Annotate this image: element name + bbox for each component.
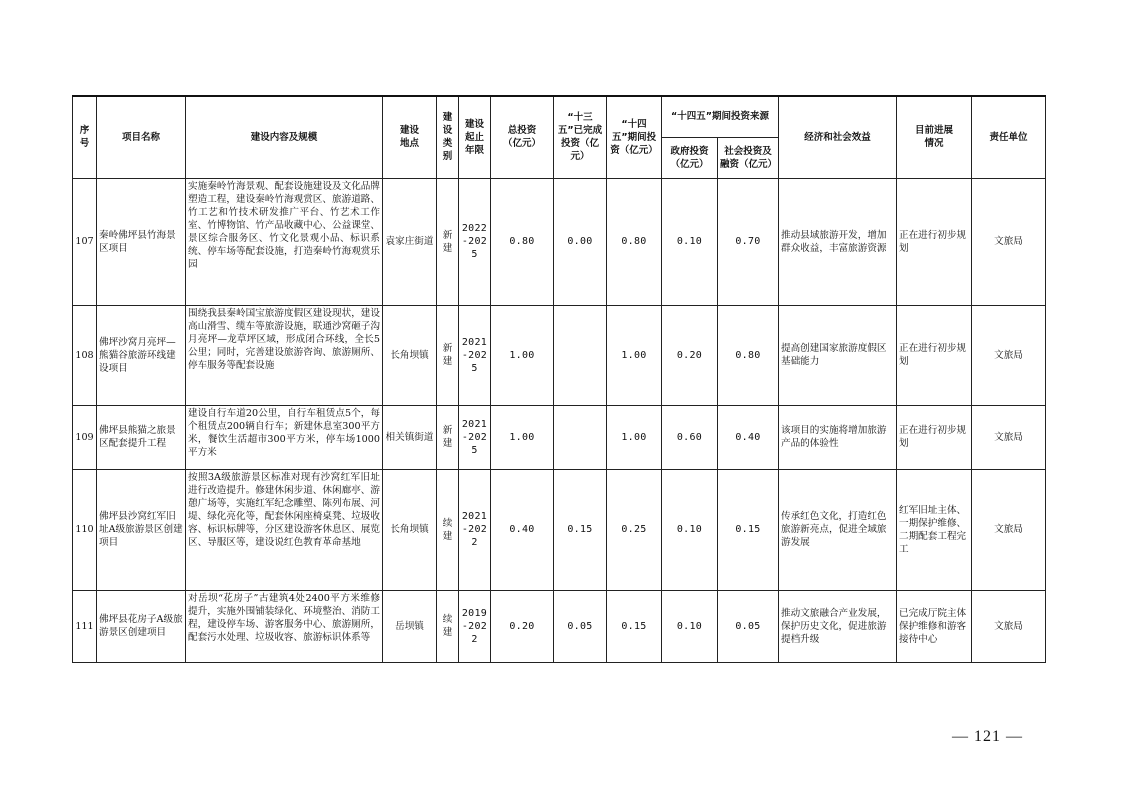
row-name: 佛坪县花房子A级旅游景区创建项目 — [97, 590, 186, 662]
row-unit: 文旅局 — [972, 305, 1046, 405]
row-content: 建设自行车道20公里，自行车租赁点5个，每个租赁点200辆自行车；新建休息室300平方米，餐饮生活超市300平方米，停车场1000平方米 — [186, 405, 383, 469]
row-invest14: 1.00 — [607, 305, 662, 405]
row-period: 2019-2022 — [459, 590, 491, 662]
row-type: 新建 — [437, 178, 459, 305]
row-gov: 0.10 — [662, 469, 718, 590]
table-row — [73, 469, 1046, 590]
row-location: 长角坝镇 — [383, 469, 437, 590]
header-invest14: “十四五”期间投资（亿元） — [607, 96, 662, 178]
row-period: 2021-2025 — [459, 305, 491, 405]
table-row — [73, 405, 1046, 469]
row-invest14: 0.80 — [607, 178, 662, 305]
header-name: 项目名称 — [97, 96, 186, 178]
header-seq: 序号 — [73, 96, 97, 178]
header-unit: 责任单位 — [972, 96, 1046, 178]
page-number: — 121 — — [952, 728, 1023, 745]
header-social: 社会投资及融资（亿元） — [718, 137, 779, 178]
row-progress: 正在进行初步规划 — [897, 178, 972, 305]
row-gov: 0.10 — [662, 590, 718, 662]
row-unit: 文旅局 — [972, 590, 1046, 662]
row-period: 2022-2025 — [459, 178, 491, 305]
row-done13 — [554, 405, 607, 469]
row-unit: 文旅局 — [972, 405, 1046, 469]
row-social: 0.40 — [718, 405, 779, 469]
row-done13: 0.00 — [554, 178, 607, 305]
row-total: 1.00 — [491, 405, 554, 469]
row-progress: 已完成厅院主体保护维修和游客接待中心 — [897, 590, 972, 662]
row-seq: 107 — [73, 178, 97, 305]
row-seq: 108 — [73, 305, 97, 405]
row-done13: 0.05 — [554, 590, 607, 662]
row-gov: 0.20 — [662, 305, 718, 405]
row-progress: 红军旧址主体、一期保护维修、二期配套工程完工 — [897, 469, 972, 590]
row-social: 0.80 — [718, 305, 779, 405]
row-done13: 0.15 — [554, 469, 607, 590]
project-table — [72, 95, 1046, 663]
header-source14: “十四五”期间投资来源 — [662, 96, 779, 137]
header-total: 总投资（亿元） — [491, 96, 554, 178]
row-type: 续建 — [437, 590, 459, 662]
row-seq: 109 — [73, 405, 97, 469]
row-content: 按照3A级旅游景区标准对现有沙窝红军旧址进行改造提升。修建休闲步道、休闲廊亭、游憩广场等，实施红军纪念雕塑、陈列布展、河堤、绿化亮化等，配套休闲座椅桌凳、垃圾收容、标识标牌等，分区建设游客休息区、展览区、导服区等，建设说红色教育革命基地 — [186, 469, 383, 590]
row-type: 续建 — [437, 469, 459, 590]
row-social: 0.15 — [718, 469, 779, 590]
row-total: 1.00 — [491, 305, 554, 405]
row-done13 — [554, 305, 607, 405]
row-progress: 正在进行初步规划 — [897, 405, 972, 469]
row-progress: 正在进行初步规划 — [897, 305, 972, 405]
table-row — [73, 305, 1046, 405]
table-row — [73, 178, 1046, 305]
row-seq: 110 — [73, 469, 97, 590]
row-location: 岳坝镇 — [383, 590, 437, 662]
row-unit: 文旅局 — [972, 469, 1046, 590]
header-content: 建设内容及规模 — [186, 96, 383, 178]
row-content: 围绕我县秦岭国宝旅游度假区建设现状，建设高山滑雪、缆车等旅游设施，联通沙窝砸子沟月亮坪—龙草坪区域，形成闭合环线，全长5公里；同时，完善建设旅游咨询、旅游厕所、停车服务等配套设施 — [186, 305, 383, 405]
row-total: 0.80 — [491, 178, 554, 305]
row-location: 相关镇街道 — [383, 405, 437, 469]
row-name: 佛坪沙窝月亮坪—熊猫谷旅游环线建设项目 — [97, 305, 186, 405]
row-social: 0.70 — [718, 178, 779, 305]
row-total: 0.40 — [491, 469, 554, 590]
row-total: 0.20 — [491, 590, 554, 662]
row-name: 秦岭佛坪县竹海景区项目 — [97, 178, 186, 305]
row-invest14: 1.00 — [607, 405, 662, 469]
table-row — [73, 590, 1046, 662]
header-done13: “十三五”已完成投资（亿元） — [554, 96, 607, 178]
header-row-1 — [73, 96, 1046, 137]
row-name: 佛坪县熊猫之旅景区配套提升工程 — [97, 405, 186, 469]
header-gov: 政府投资（亿元） — [662, 137, 718, 178]
row-social: 0.05 — [718, 590, 779, 662]
row-invest14: 0.25 — [607, 469, 662, 590]
row-location: 长角坝镇 — [383, 305, 437, 405]
header-progress: 目前进展情况 — [897, 96, 972, 178]
row-unit: 文旅局 — [972, 178, 1046, 305]
row-location: 袁家庄街道 — [383, 178, 437, 305]
row-invest14: 0.15 — [607, 590, 662, 662]
header-period: 建设起止年限 — [459, 96, 491, 178]
row-period: 2021-2022 — [459, 469, 491, 590]
row-content: 对岳坝“花房子”古建筑4处2400平方米维修提升，实施外围铺装绿化、环境整治、消防工程，建设停车场、游客服务中心、旅游厕所，配套污水处理、垃圾收容、旅游标识体系等 — [186, 590, 383, 662]
row-period: 2021-2025 — [459, 405, 491, 469]
header-benefit: 经济和社会效益 — [779, 96, 897, 178]
header-location: 建设地点 — [383, 96, 437, 178]
row-benefit: 该项目的实施将增加旅游产品的体验性 — [779, 405, 897, 469]
row-type: 新建 — [437, 405, 459, 469]
row-benefit: 传承红色文化，打造红色旅游新亮点，促进全域旅游发展 — [779, 469, 897, 590]
row-name: 佛坪县沙窝红军旧址A级旅游景区创建项目 — [97, 469, 186, 590]
row-benefit: 推动文旅融合产业发展，保护历史文化，促进旅游提档升级 — [779, 590, 897, 662]
row-type: 新建 — [437, 305, 459, 405]
row-benefit: 提高创建国家旅游度假区基础能力 — [779, 305, 897, 405]
row-content: 实施秦岭竹海景观、配套设施建设及文化品牌塑造工程，建设秦岭竹海观赏区、旅游道路、竹工艺和竹技术研发推广平台、竹艺术工作室、竹博物馆、竹产品收藏中心、公益课堂、景区综合服务区、竹文化景观小品、标识系统、停车场等配套设施，打造秦岭竹海观赏乐园 — [186, 178, 383, 305]
row-gov: 0.10 — [662, 178, 718, 305]
header-type: 建设类别 — [437, 96, 459, 178]
row-benefit: 推动县域旅游开发，增加群众收益，丰富旅游资源 — [779, 178, 897, 305]
row-gov: 0.60 — [662, 405, 718, 469]
row-seq: 111 — [73, 590, 97, 662]
